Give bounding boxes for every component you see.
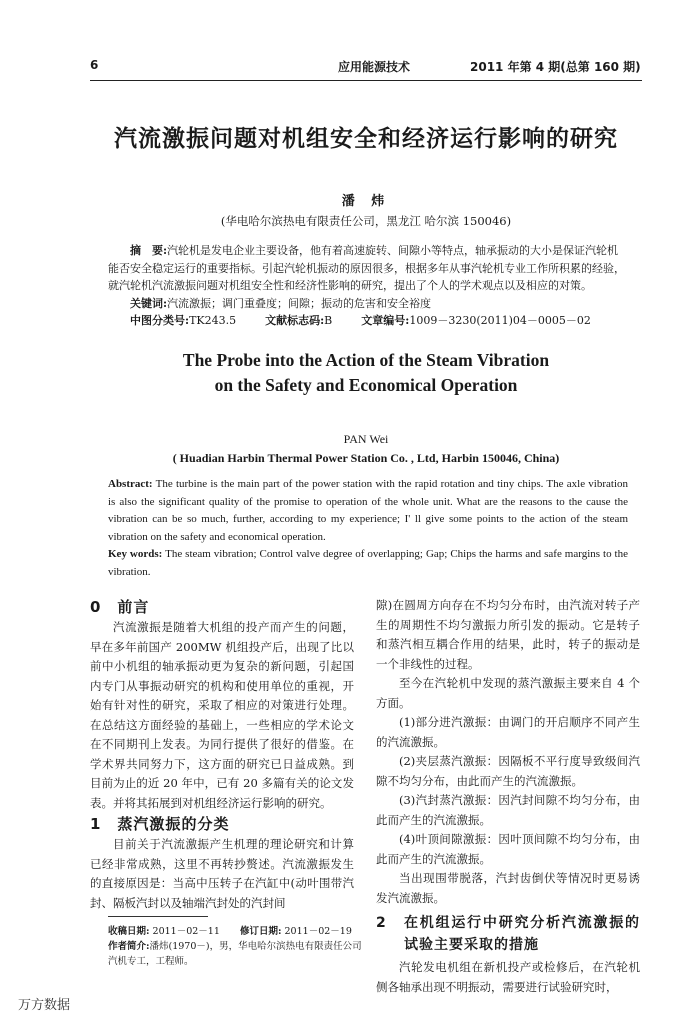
header-rule [90, 80, 642, 81]
section-1-heading: 1 蒸汽激振的分类 [90, 815, 230, 833]
revised-label: 修订日期: [239, 926, 282, 937]
abstract-en-label: Abstract: [108, 478, 153, 490]
abstract-en [108, 476, 628, 581]
received-date: 2011－02－11 [152, 926, 220, 937]
paragraph: (1)部分进汽激振：由调门的开启顺序不同产生的汽流激振。 [376, 715, 640, 749]
author-cn: 潘 炜 [341, 194, 391, 209]
section-2-heading [376, 912, 640, 956]
keywords-cn: 汽流激振；调门重叠度；间隙；振动的危害和安全裕度 [167, 296, 432, 310]
article-no-label: 文章编号: [361, 314, 410, 327]
section-2-title: 在机组运行中研究分析汽流激振的试验主要采取的措施 [404, 915, 640, 953]
watermark: 万方数据 [18, 998, 71, 1013]
abstract-cn-label: 摘 要: [130, 244, 168, 257]
paragraph: 当出现围带脱落，汽封齿倒伏等情况时更易诱发汽流激振。 [376, 871, 640, 905]
affiliation-en: ( Huadian Harbin Thermal Power Station Co. , Ltd, Harbin 150046, China) [172, 451, 560, 465]
paragraph: 目前关于汽流激振产生机理的理论研究和计算已经非常成熟，这里不再转抄赘述。汽流激振发生的直接原因是：当高中压转子在汽缸中(动叶围带汽封、隔板汽封以及轴端汽封处的汽封间 [90, 837, 354, 910]
keywords-en: The steam vibration; Control valve degree of overlapping; Gap; Chips the harms and safe margins to the vibration. [108, 548, 628, 578]
abstract-cn [108, 242, 628, 330]
journal-name: 应用能源技术 [338, 60, 411, 74]
affiliation-cn: (华电哈尔滨热电有限责任公司，黑龙江 哈尔滨 150046) [220, 214, 512, 228]
received-label: 收稿日期: [108, 926, 150, 937]
title-en-line1: The Probe into the Action of the Steam Vibration [182, 350, 550, 370]
right-column [376, 596, 640, 997]
paragraph: 至今在汽轮机中发现的蒸汽激振主要来自 4 个方面。 [376, 676, 640, 710]
clc-label: 中图分类号: [130, 314, 190, 327]
article-no-value: 1009－3230(2011)04－0005－02 [409, 314, 591, 327]
paragraph: 隙)在圆周方向存在不均匀分布时，由汽流对转子产生的周期性不均匀激振力所引发的振动。它是转子和蒸汽相互耦合作用的结果，此时，转子的振动是一个非线性的过程。 [376, 598, 640, 671]
paragraph: 汽轮发电机组在新机投产或检修后，在汽轮机侧各轴承出现不明振动，需要进行试验研究时， [376, 960, 640, 994]
doc-code-label: 文献标志码: [265, 314, 325, 327]
section-2-number: 2 [376, 915, 387, 931]
author-en: PAN Wei [343, 432, 389, 446]
abstract-cn-text: 汽轮机是发电企业主要设备，他有着高速旋转、间隙小等特点，轴承振动的大小是保证汽轮机能否安全稳定运行的重要指标。引起汽轮机振动的原因很多，根据多年从事汽轮机专业工作所积累的经验，就汽轮机汽流激振问题对机组安全性和经济性影响的研究，提出了个人的学术观点以及相应的对策。 [108, 244, 625, 292]
title-en [90, 348, 642, 398]
keywords-en-label: Key words: [108, 548, 163, 560]
title-en-line2: on the Safety and Economical Operation [214, 375, 518, 395]
title-cn: 汽流激振问题对机组安全和经济运行影响的研究 [114, 125, 618, 152]
keywords-cn-label: 关键词: [130, 296, 168, 310]
issue-info: 2011 年第 4 期(总第 160 期) [470, 60, 641, 74]
section-0-heading: 0 前言 [90, 598, 150, 616]
clc-value: TK243.5 [189, 314, 237, 327]
author-bio-label: 作者简介: [108, 941, 150, 952]
paragraph: (2)夹层蒸汽激振：因隔板不平行度导致级间汽隙不均匀分布，由此而产生的汽流激振。 [376, 754, 640, 788]
page-number: 6 [90, 58, 99, 72]
left-column [90, 596, 354, 913]
abstract-en-text: The turbine is the main part of the power station with the rapid rotation and tiny chips. The axle vibration is also the significant quality of the promise to operation of the whole unit. What are the reasons to the cause the vibration can be so much, further, according to my experience; I' ll give some points to the action of the steam vibration on the safety and economical operation. [108, 478, 629, 543]
author-bio: 潘炜(1970－)，男，华电哈尔滨热电有限责任公司汽机专工，工程师。 [108, 941, 362, 967]
paragraph: 汽流激振是随着大机组的投产而产生的问题，早在多年前国产 200MW 机组投产后，出现了比以前中小机组的轴承振动更为复杂的新问题，引起国内专门从事振动研究的机构和使用单位的重视，开始有针对性的研究，采取了相应的对策进行处理。在总结这方面经验的基础上，一些相应的学术论文在不同期刊上发表。为同行提供了很好的借鉴。在学术界共同努力下，这方面的研究已日益成熟。到目前为止的近 20 年中，已有 20 多篇有关的论文发表。并将其拓展到对机组经济运行影响的研究。 [90, 620, 354, 810]
footnote [108, 924, 368, 969]
revised-date: 2011－02－19 [284, 926, 352, 937]
paragraph: (4)叶顶间隙激振：因叶顶间隙不均匀分布，由此而产生的汽流激振。 [376, 832, 640, 866]
footnote-rule [108, 916, 208, 917]
paragraph: (3)汽封蒸汽激振：因汽封间隙不均匀分布，由此而产生的汽流激振。 [376, 793, 640, 827]
doc-code-value: B [324, 314, 333, 327]
